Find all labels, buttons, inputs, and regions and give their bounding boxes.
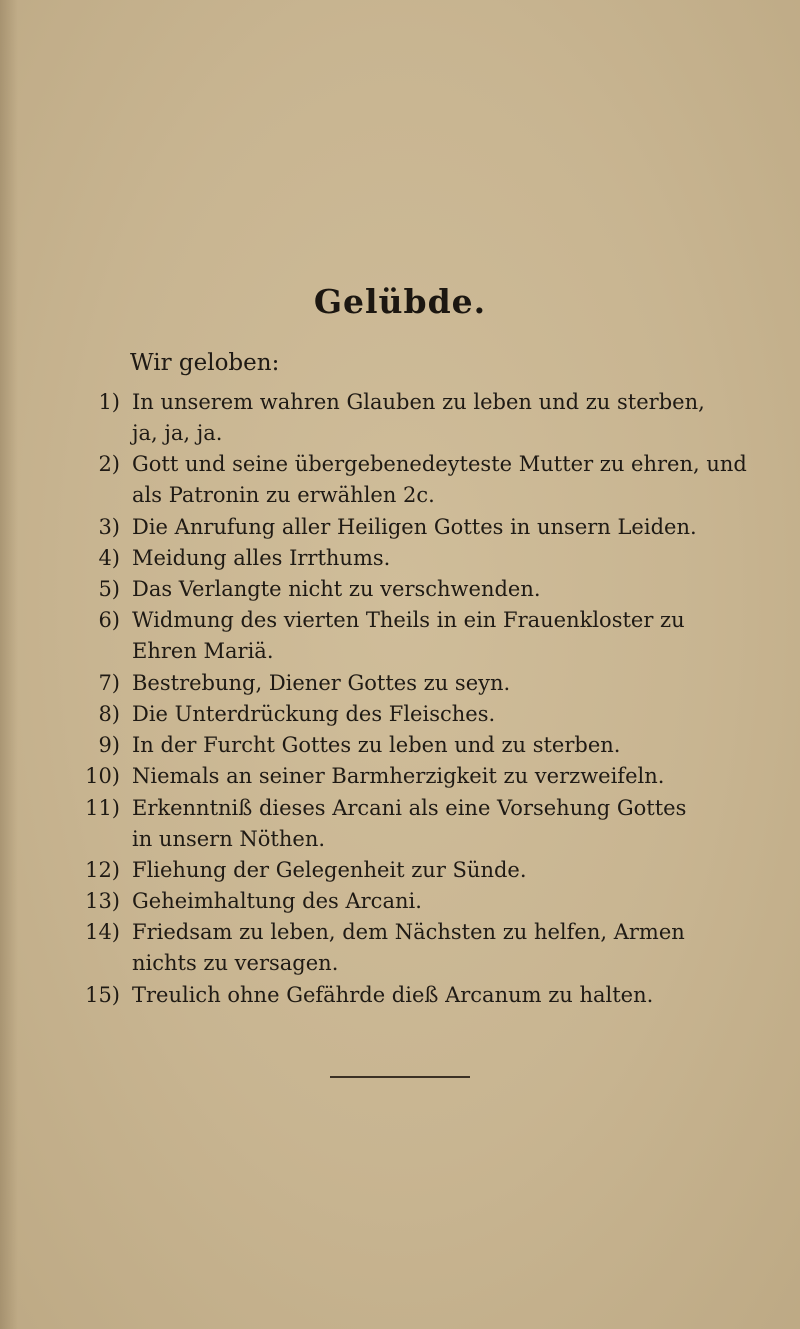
- vow-text: [132, 886, 742, 917]
- vow-text: [132, 574, 742, 605]
- vow-text-line: Das Verlangte nicht zu verschwenden.: [132, 577, 541, 602]
- vow-number: 15): [85, 982, 120, 1007]
- vow-text-line: Die Unterdrückung des Fleisches.: [132, 702, 496, 726]
- vow-item: [0, 512, 800, 543]
- vow-item: [0, 668, 800, 699]
- vow-text-line: nichts zu versagen.: [132, 951, 339, 976]
- vow-number: 4): [98, 546, 120, 570]
- vow-number: 14): [85, 920, 120, 945]
- vow-item: [0, 980, 800, 1011]
- vow-text-line: In unserem wahren Glauben zu leben und zu sterben,: [132, 390, 705, 414]
- vow-item: [0, 761, 800, 792]
- page-title: Gelübde.: [313, 282, 487, 321]
- vow-number: 2): [98, 452, 120, 477]
- vow-text-line: Erkenntniß dieses Arcani als eine Vorsehung Gottes: [132, 795, 687, 820]
- vow-number: 8): [98, 702, 120, 726]
- intro-line: Wir geloben:: [130, 350, 280, 376]
- vow-number: 6): [98, 608, 120, 633]
- vow-text-line: Die Anrufung aller Heiligen Gottes in unsern Leiden.: [132, 514, 697, 539]
- vow-text-line: Widmung des vierten Theils in ein Frauenkloster zu: [132, 608, 685, 633]
- vow-text-line: Meidung alles Irrthums.: [132, 546, 391, 570]
- vow-text: [132, 980, 742, 1011]
- vow-text-line: Treulich ohne Gefährde dieß Arcanum zu halten.: [132, 982, 654, 1007]
- vow-text-line: Fliehung der Gelegenheit zur Sünde.: [132, 858, 527, 882]
- vow-text-line: Geheimhaltung des Arcani.: [132, 889, 422, 914]
- vow-number: 11): [85, 795, 120, 820]
- vow-number: 1): [98, 390, 120, 414]
- closing-rule: [330, 1076, 470, 1078]
- vow-text: [132, 449, 747, 511]
- vow-text-line: Friedsam zu leben, dem Nächsten zu helfen, Armen: [132, 920, 685, 945]
- vow-text-line: ja, ja, ja.: [132, 421, 223, 445]
- vow-number: 5): [98, 577, 120, 602]
- vow-number: 13): [85, 889, 120, 914]
- vow-item: [0, 793, 800, 855]
- vow-text: [132, 387, 742, 449]
- vow-text-line: Gott und seine übergebenedeyteste Mutter zu ehren, und: [132, 452, 747, 477]
- vow-text: [132, 543, 742, 574]
- vow-item: [0, 699, 800, 730]
- vow-item: [0, 543, 800, 574]
- vow-text: [132, 793, 742, 855]
- vow-text-line: Bestrebung, Diener Gottes zu seyn.: [132, 670, 511, 695]
- vow-text: [132, 855, 742, 886]
- vow-text: [132, 512, 742, 543]
- vow-number: 9): [98, 733, 120, 758]
- vow-number: 7): [98, 670, 120, 695]
- vow-text: [132, 699, 742, 730]
- vow-text-line: Ehren Mariä.: [132, 639, 274, 664]
- vow-item: [0, 855, 800, 886]
- vow-text-line: Niemals an seiner Barmherzigkeit zu verzweifeln.: [132, 764, 665, 789]
- vow-number: 12): [85, 858, 120, 882]
- vow-text-line: in unsern Nöthen.: [132, 826, 326, 851]
- vow-text: [132, 668, 742, 699]
- vow-item: [0, 886, 800, 917]
- vow-item: [0, 605, 800, 667]
- vow-number: 3): [98, 514, 120, 539]
- vow-item: [0, 730, 800, 761]
- vow-text-line: In der Furcht Gottes zu leben und zu sterben.: [132, 733, 621, 758]
- vow-text: [132, 761, 742, 792]
- vow-item: [0, 917, 800, 979]
- vow-item: [0, 449, 800, 511]
- vow-text: [132, 917, 742, 979]
- vow-number: 10): [85, 764, 120, 789]
- vow-text: [132, 730, 742, 761]
- vow-text-line: als Patronin zu erwählen 2c.: [132, 483, 435, 508]
- vow-item: [0, 574, 800, 605]
- vow-text: [132, 605, 742, 667]
- vow-item: [0, 387, 800, 449]
